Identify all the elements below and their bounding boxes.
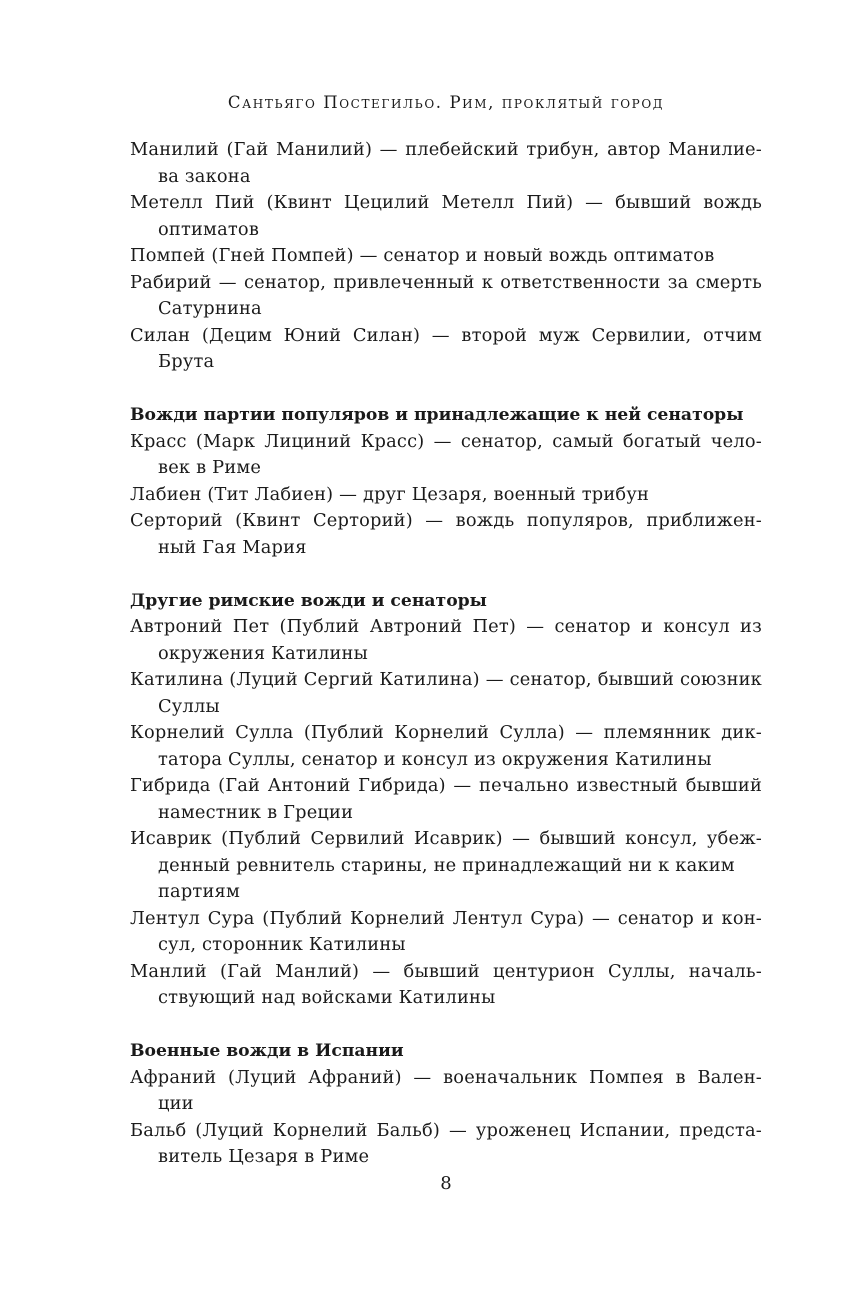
entry-first-line: Лабиен (Тит Лабиен) — друг Цезаря, военный трибун — [130, 483, 650, 505]
section-optimates-continued — [130, 137, 762, 376]
entry-first-line: Гибрида (Гай Антоний Гибрида) — печально известный бывший — [130, 775, 762, 796]
section-gap — [130, 561, 762, 588]
list-item — [130, 190, 762, 243]
list-item — [130, 826, 762, 906]
entry-first-line: Красс (Марк Лициний Красс) — сенатор, самый богатый чело- — [130, 430, 762, 452]
entry-first-line: Автроний Пет (Публий Автроний Пет) — сенатор и консул из — [130, 616, 762, 637]
section-title: Другие римские вожди и сенаторы — [130, 590, 487, 611]
page-number: 8 — [440, 1173, 452, 1194]
list-item — [130, 959, 762, 1012]
section-spain-leaders — [130, 1038, 762, 1171]
page-content — [130, 0, 762, 1299]
entry-continuation: сул, сторонник Катилины — [158, 934, 406, 955]
list-item — [130, 906, 762, 959]
entry-continuation: век в Риме — [158, 457, 262, 478]
entry-continuation: ствующий над войсками Катилины — [158, 987, 496, 1008]
list-item — [130, 323, 762, 376]
entry-first-line: Метелл Пий (Квинт Цецилий Метелл Пий) — бывший вождь — [130, 192, 762, 213]
entry-first-line: Афраний (Луций Афраний) — военачальник Помпея в Вален- — [130, 1066, 762, 1088]
list-item — [130, 667, 762, 720]
entry-continuation: Суллы — [158, 695, 220, 717]
list-item — [130, 720, 762, 773]
entry-first-line: Катилина (Луций Сергий Катилина) — сенатор, бывший союзник — [130, 669, 762, 690]
entry-continuation: ции — [158, 1093, 194, 1114]
section-gap — [130, 376, 762, 403]
list-item — [130, 137, 762, 190]
entry-first-line: Помпей (Гней Помпей) — сенатор и новый вождь оптиматов — [130, 245, 715, 266]
body-text — [130, 137, 762, 1171]
section-other-leaders — [130, 588, 762, 1012]
entry-first-line: Лентул Сура (Публий Корнелий Лентул Сура) — сенатор и кон- — [130, 907, 762, 929]
entry-first-line: Серторий (Квинт Серторий) — вождь популяров, приближен- — [130, 510, 762, 531]
list-item — [130, 482, 762, 509]
entry-continuation: денный ревнитель старины, не принадлежащий ни к каким — [158, 854, 735, 876]
list-item — [130, 243, 762, 270]
section-title: Вожди партии популяров и принадлежащие к ней сенаторы — [130, 405, 744, 425]
section-populares — [130, 402, 762, 561]
entry-continuation: оптиматов — [158, 218, 260, 240]
entry-continuation: Брута — [158, 351, 215, 372]
entry-first-line: Манлий (Гай Манлий) — бывший центурион Суллы, началь- — [130, 960, 762, 982]
entry-continuation: ный Гая Мария — [158, 536, 307, 558]
list-item — [130, 1118, 762, 1171]
entry-continuation: окружения Катилины — [158, 642, 368, 664]
list-item — [130, 773, 762, 826]
entry-continuation: наместник в Греции — [158, 801, 354, 823]
entry-first-line: Рабирий — сенатор, привлеченный к ответственности за смерть — [130, 271, 762, 293]
list-item — [130, 508, 762, 561]
entry-continuation: ва закона — [158, 165, 251, 187]
list-item — [130, 270, 762, 323]
entry-first-line: Корнелий Сулла (Публий Корнелий Сулла) — племянник дик- — [130, 722, 762, 743]
list-item — [130, 1065, 762, 1118]
section-gap — [130, 1012, 762, 1039]
entry-continuation: партиям — [158, 881, 240, 902]
entry-continuation: витель Цезаря в Риме — [158, 1146, 370, 1167]
entry-first-line: Манилий (Гай Манилий) — плебейский трибун, автор Манилие- — [130, 139, 762, 160]
list-item — [130, 614, 762, 667]
list-item — [130, 429, 762, 482]
entry-first-line: Исаврик (Публий Сервилий Исаврик) — бывший консул, убеж- — [130, 828, 762, 849]
section-title: Военные вожди в Испании — [130, 1041, 404, 1061]
running-head: Сантьяго Постегильо. Рим, проклятый город — [227, 93, 665, 112]
entry-first-line: Силан (Децим Юний Силан) — второй муж Сервилии, отчим — [130, 324, 762, 346]
entry-first-line: Бальб (Луций Корнелий Бальб) — уроженец Испании, предста- — [130, 1119, 762, 1141]
entry-continuation: Сатурнина — [158, 298, 262, 319]
entry-continuation: татора Суллы, сенатор и консул из окружения Катилины — [158, 748, 712, 770]
